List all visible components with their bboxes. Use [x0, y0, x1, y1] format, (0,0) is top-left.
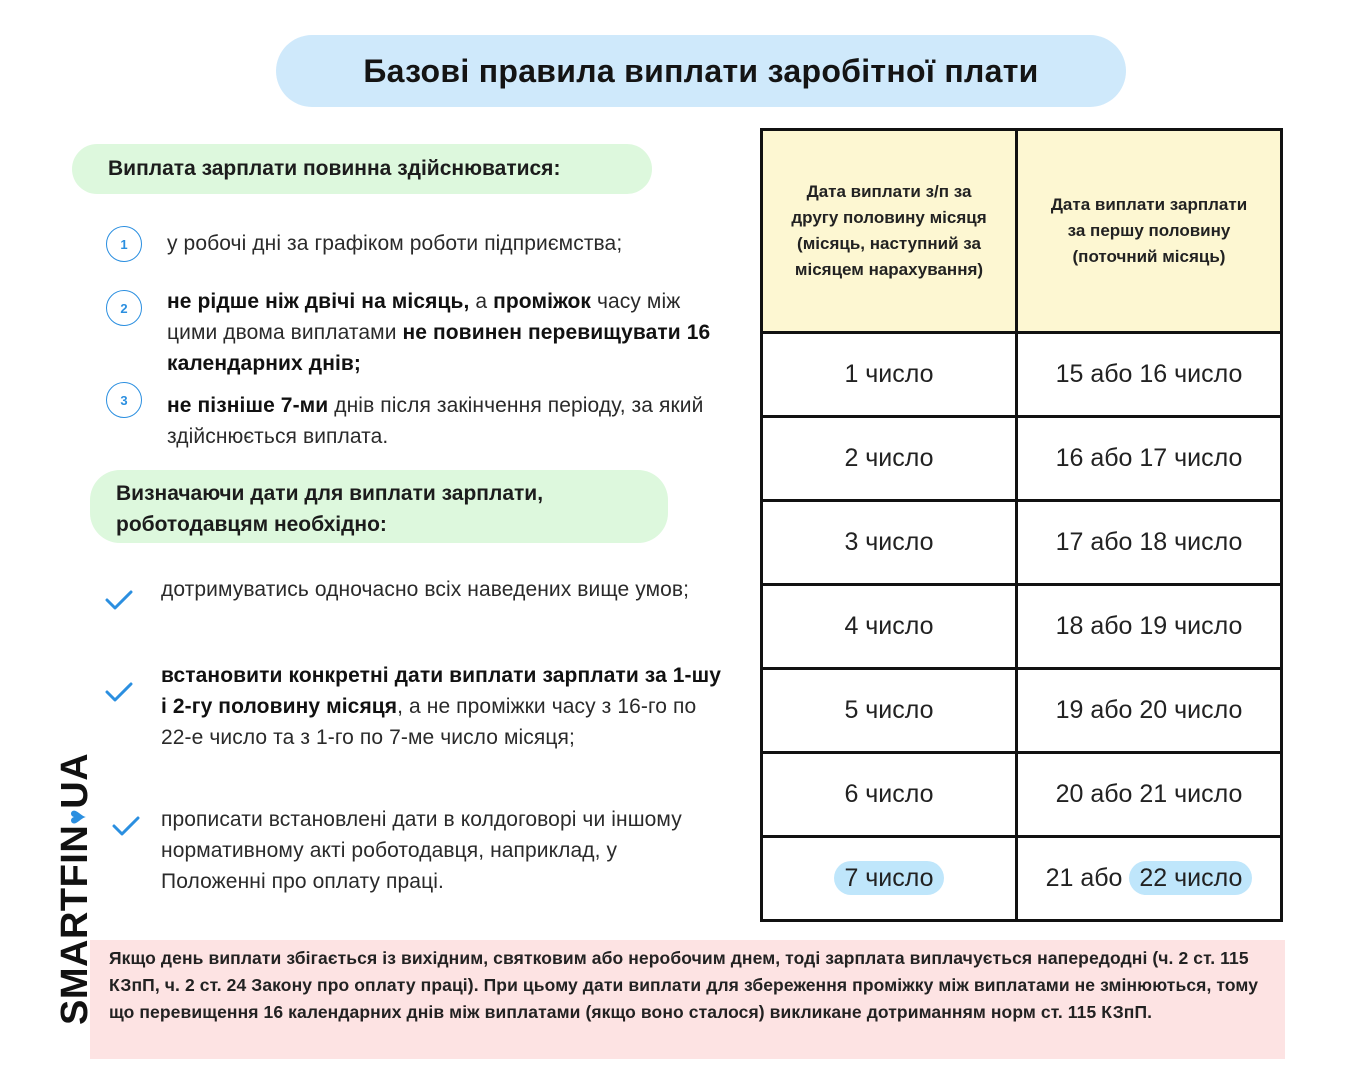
number-badge-3: 3	[106, 382, 142, 418]
logo-text-left: SMARTFIN	[54, 824, 96, 1025]
rule-2-text	[167, 286, 727, 379]
section2-heading-line1: Визначаючи дати для виплати зарплати,	[116, 482, 544, 505]
table-row	[762, 585, 1282, 669]
checkmark-icon	[111, 814, 141, 838]
table-row	[762, 501, 1282, 585]
cell-first-half-date: 17 або 18 число	[1017, 501, 1282, 585]
table-row	[762, 669, 1282, 753]
cell-second-half-date: 3 число	[762, 501, 1017, 585]
requirement-3-text: прописати встановлені дати в колдоговорі чи іншому нормативному акті роботодавця, наприклад, у Положенні про оплату праці.	[161, 808, 682, 893]
checkmark-icon	[104, 680, 134, 704]
cell-second-half-date: 5 число	[762, 669, 1017, 753]
checkmark-icon	[104, 588, 134, 612]
logo-text-right: UA	[54, 752, 96, 809]
page-title: Базові правила виплати заробітної плати	[276, 35, 1126, 107]
legal-note: Якщо день виплати збігається із вихідним, святковим або неробочим днем, тоді зарплата виплачується напередодні (ч. 2 ст. 115 КЗпП, ч. 2 ст. 24 Закону про оплату праці). При цьому дати виплати для збереження проміжку між виплатами не змінюються, тому що перевищення 16 календарних днів між виплатами (якщо воно сталося) викликане дотриманням норм ст. 115 КЗпП.	[90, 940, 1285, 1059]
table-row	[762, 753, 1282, 837]
payment-dates-table	[760, 128, 1283, 922]
cell-first-half-date: 16 або 17 число	[1017, 417, 1282, 501]
cell-second-half-date	[762, 837, 1017, 921]
cell-first-half-date: 15 або 16 число	[1017, 333, 1282, 417]
header-second-half	[762, 130, 1017, 333]
highlighted-date: 7 число	[834, 861, 943, 895]
header-second-half-text: Дата виплати з/п за другу половину місяця (місяць, наступний за місяцем нарахування)	[791, 182, 987, 279]
cell-first-half-date	[1017, 837, 1282, 921]
number-badge-2: 2	[106, 290, 142, 326]
cell-second-half-date: 4 число	[762, 585, 1017, 669]
header-first-half	[1017, 130, 1282, 333]
date-prefix: 21 або	[1045, 864, 1130, 892]
brand-logo	[54, 753, 97, 1025]
requirement-2-text	[161, 660, 726, 753]
section2-heading-line2: роботодавцям необхідно:	[116, 513, 387, 536]
cell-second-half-date: 1 число	[762, 333, 1017, 417]
rule-2-bold-e: не повинен перевищувати 16 календарних днів;	[167, 321, 711, 375]
rule-2-bold-c: проміжок	[493, 290, 592, 313]
requirement-2-rest: , а не проміжки часу з 16-го по 22-е число та з 1-го по 7-ме число місяця;	[161, 695, 697, 749]
rule-3-text	[167, 390, 727, 452]
highlighted-date: 22 число	[1129, 861, 1252, 895]
heart-icon: ♥	[61, 808, 92, 825]
table-header-row	[762, 130, 1282, 333]
requirement-1-text: дотримуватись одночасно всіх наведених вище умов;	[161, 578, 690, 601]
table-row	[762, 837, 1282, 921]
rule-2-part-d: часу між цими двома виплатами	[167, 290, 681, 344]
rule-2-bold-a: не рідше ніж двічі на місяць,	[167, 290, 470, 313]
requirement-2-bold: встановити конкретні дати виплати зарплати за 1-шу і 2-гу половину місяця	[161, 664, 722, 718]
cell-second-half-date: 6 число	[762, 753, 1017, 837]
cell-first-half-date: 19 або 20 число	[1017, 669, 1282, 753]
rule-3-part-b: днів після закінчення періоду, за який здійснюється виплата.	[167, 394, 704, 448]
rule-3-bold-a: не пізніше 7-ми	[167, 394, 329, 417]
section2-heading	[90, 470, 668, 543]
table-row	[762, 333, 1282, 417]
rule-1-text: у робочі дні за графіком роботи підприємства;	[167, 232, 623, 255]
section1-heading: Виплата зарплати повинна здійснюватися:	[72, 144, 652, 194]
cell-first-half-date: 20 або 21 число	[1017, 753, 1282, 837]
header-first-half-text: Дата виплати зарплати за першу половину (поточний місяць)	[1050, 195, 1248, 266]
rule-2-part-b: а	[469, 290, 494, 313]
table-row	[762, 417, 1282, 501]
cell-second-half-date: 2 число	[762, 417, 1017, 501]
cell-first-half-date: 18 або 19 число	[1017, 585, 1282, 669]
number-badge-1: 1	[106, 226, 142, 262]
